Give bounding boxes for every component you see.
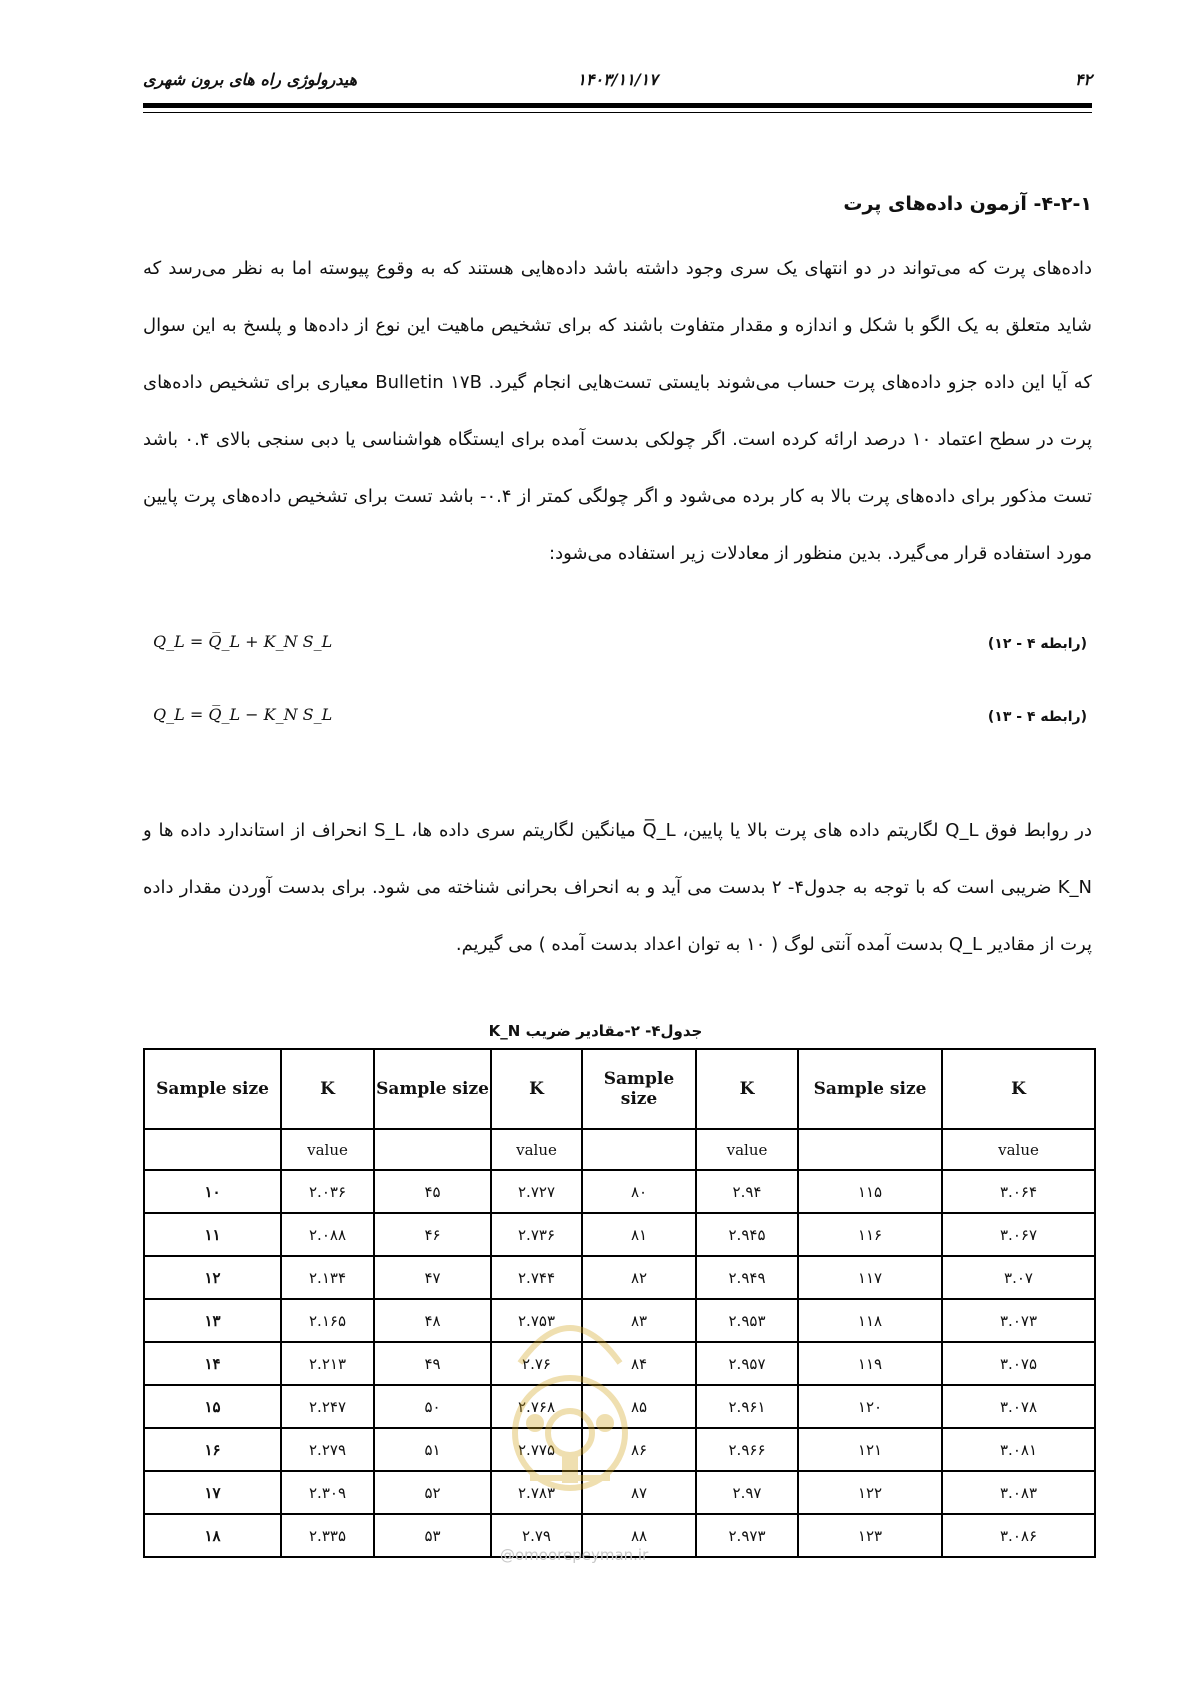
table-cell: ۳.۰۷۵ [942,1342,1095,1385]
table-cell: ۱۱۸ [798,1299,942,1342]
table-cell: ۱۲۳ [798,1514,942,1557]
table-header-cell: Sample size [582,1049,696,1129]
table-header-cell: Sample size [144,1049,281,1129]
table-cell: ۲.۰۸۸ [281,1213,374,1256]
table-cell: ۸۴ [582,1342,696,1385]
table-cell: ۳.۰۸۳ [942,1471,1095,1514]
table-header-cell: K [281,1049,374,1129]
table-cell: ۵۳ [374,1514,491,1557]
table-cell: ۲.۹۵۷ [696,1342,798,1385]
table-cell: ۴۸ [374,1299,491,1342]
table-subheader-cell [582,1129,696,1170]
table-subheader-cell: value [281,1129,374,1170]
table-cell: ۴۶ [374,1213,491,1256]
header-date: ۱۴۰۳/۱۱/۱۷ [577,70,658,89]
table-cell: ۲.۹۶۶ [696,1428,798,1471]
table-cell: ۱۲۱ [798,1428,942,1471]
table-cell: ۸۳ [582,1299,696,1342]
table-header-cell: K [696,1049,798,1129]
table-subheader-cell: value [696,1129,798,1170]
table-cell: ۵۲ [374,1471,491,1514]
equation-13-label: (رابطه ۴ - ۱۳) [987,709,1087,725]
table-cell: ۱۱۶ [798,1213,942,1256]
table-cell: ۲.۷۹ [491,1514,582,1557]
book-title: هیدرولوژی راه های برون شهری [143,70,358,89]
table-cell: ۲.۹۴ [696,1170,798,1213]
table-cell: ۲.۷۵۳ [491,1299,582,1342]
table-cell: ۸۱ [582,1213,696,1256]
table-cell: ۱۶ [144,1428,281,1471]
table-header-cell: Sample size [374,1049,491,1129]
section-heading: ۴-۲-۱- آزمون داده‌های پرت [843,193,1092,215]
table-cell: ۳.۰۸۱ [942,1428,1095,1471]
table-cell: ۸۵ [582,1385,696,1428]
table-cell: ۲.۳۰۹ [281,1471,374,1514]
table-cell: ۸۰ [582,1170,696,1213]
table-cell: ۲.۱۳۴ [281,1256,374,1299]
table-subheader-cell [798,1129,942,1170]
table-cell: ۱۲۲ [798,1471,942,1514]
table-subheader-cell [374,1129,491,1170]
table-cell: ۲.۳۳۵ [281,1514,374,1557]
table-cell: ۴۵ [374,1170,491,1213]
table-cell: ۲.۹۴۵ [696,1213,798,1256]
table-cell: ۲.۱۶۵ [281,1299,374,1342]
table-cell: ۲.۷۸۳ [491,1471,582,1514]
header-rule-thin [143,112,1092,113]
table-cell: ۲.۹۴۹ [696,1256,798,1299]
table-cell: ۳.۰۷۸ [942,1385,1095,1428]
table-caption: جدول۴- ۲-مقادیر ضریب K_N [488,1022,703,1040]
equation-13: Q_L = Q̅_L − K_N S_L [153,705,333,724]
table-cell: ۲.۲۱۳ [281,1342,374,1385]
table-cell: ۲.۷۳۶ [491,1213,582,1256]
table-cell: ۲.۷۷۵ [491,1428,582,1471]
watermark-url: @omoorepeyman.ir [500,1546,649,1564]
table-cell: ۲.۰۳۶ [281,1170,374,1213]
table-header-cell: K [491,1049,582,1129]
equation-12-label: (رابطه ۴ - ۱۲) [987,636,1087,652]
table-subheader-cell [144,1129,281,1170]
table-header-cell: K [942,1049,1095,1129]
table-cell: ۳.۰۶۷ [942,1213,1095,1256]
table-cell: ۱۱۵ [798,1170,942,1213]
table-cell: ۳.۰۷ [942,1256,1095,1299]
table-cell: ۲.۷۲۷ [491,1170,582,1213]
table-cell: ۱۱۹ [798,1342,942,1385]
table-cell: ۲.۹۵۳ [696,1299,798,1342]
table-cell: ۲.۹۶۱ [696,1385,798,1428]
table-cell: ۱۷ [144,1471,281,1514]
table-cell: ۳.۰۶۴ [942,1170,1095,1213]
paragraph-2: در روابط فوق Q_L لگاریتم داده های پرت بالا یا پایین، Q̅_L میانگین لگاریتم سری داده ها، S_L انحراف از استاندارد داده ها و K_N ضریبی است که با توجه به جدول۴- ۲ بدست می آید و به انحراف بحرانی شناخته می شود. برای بدست آوردن مقدار داده پرت از مقادیر Q_L بدست آمده آنتی لوگ ( ۱۰ به توان اعداد بدست آمده ) می گیریم. [143,820,1092,955]
table-header-row [144,1049,1095,1129]
table-cell: ۱۲۰ [798,1385,942,1428]
table-cell: ۲.۷۶ [491,1342,582,1385]
table-cell: ۳.۰۷۳ [942,1299,1095,1342]
table-cell: ۵۰ [374,1385,491,1428]
table-cell: ۲.۷۴۴ [491,1256,582,1299]
paragraph-1: داده‌های پرت که می‌تواند در دو انتهای یک سری وجود داشته باشد داده‌هایی هستند که به وقوع پیوسته اما به نظر می‌رسد که شاید متعلق به یک الگو با شکل و اندازه و مقدار متفاوت باشند که برای تشخیص ماهیت این نوع از داده‌ها و پلسخ به این سوال که آیا این داده جزو داده‌های پرت حساب می‌شوند بایستی تست‌هایی انجام گیرد. Bulletin ۱۷B معیاری برای تشخیص داده‌های پرت در سطح اعتماد ۱۰ درصد ارائه کرده است. اگر چولکی بدست آمده برای ایستگاه هواشناسی یا دبی سنجی بالای ۰.۴ باشد تست مذکور برای داده‌های پرت بالا به کار برده می‌شود و اگر چولگی کمتر از ۰.۴- باشد تست برای تشخیص داده‌های پرت پایین مورد استفاده قرار می‌گیرد. بدین منظور از معادلات زیر استفاده می‌شود: [143,258,1092,564]
table-row [144,1213,1095,1256]
table-cell: ۸۷ [582,1471,696,1514]
table-cell: ۱۳ [144,1299,281,1342]
table-subheader-cell: value [942,1129,1095,1170]
table-cell: ۳.۰۸۶ [942,1514,1095,1557]
table-cell: ۲.۲۴۷ [281,1385,374,1428]
table-cell: ۱۱ [144,1213,281,1256]
table-cell: ۱۱۷ [798,1256,942,1299]
header-rule-thick [143,103,1092,108]
table-cell: ۱۰ [144,1170,281,1213]
page-header [143,70,1092,94]
table-cell: ۸۶ [582,1428,696,1471]
table-cell: ۸۸ [582,1514,696,1557]
table-cell: ۴۹ [374,1342,491,1385]
table-cell: ۲.۹۷ [696,1471,798,1514]
table-cell: ۴۷ [374,1256,491,1299]
table-row [144,1256,1095,1299]
table-cell: ۱۲ [144,1256,281,1299]
watermark-logo [490,1303,650,1513]
table-cell: ۱۵ [144,1385,281,1428]
table-header-cell: Sample size [798,1049,942,1129]
table-cell: ۵۱ [374,1428,491,1471]
table-cell: ۱۸ [144,1514,281,1557]
table-cell: ۲.۹۷۳ [696,1514,798,1557]
page-number: ۴۲ [1074,70,1092,89]
equation-12: Q_L = Q̅_L + K_N S_L [153,632,333,651]
table-row [144,1170,1095,1213]
table-subheader-cell: value [491,1129,582,1170]
table-cell: ۸۲ [582,1256,696,1299]
table-cell: ۱۴ [144,1342,281,1385]
table-subheader-row [144,1129,1095,1170]
table-cell: ۲.۷۶۸ [491,1385,582,1428]
table-cell: ۲.۲۷۹ [281,1428,374,1471]
